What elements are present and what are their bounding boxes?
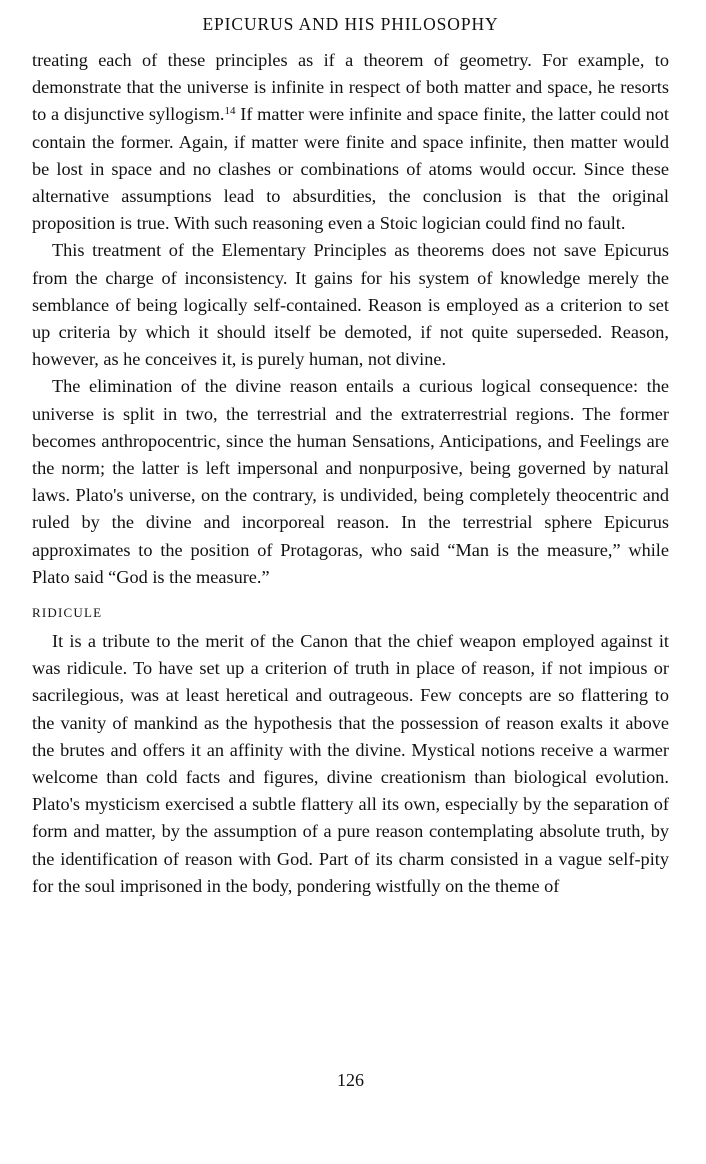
footnote-reference: 14: [224, 105, 236, 118]
book-page: [32, 0, 669, 1164]
paragraph-4: It is a tribute to the merit of the Canon that the chief weapon employed against it was ridicule. To have set up a criterion of truth in place of reason, if not impious or sacrilegious, was at least heretical and outrageous. Few concepts are so flattering to the vanity of mankind as the hypothesis that the possession of reason exalts it above the brutes and offers it an affinity with the divine. Mystical notions receive a warmer welcome than cold facts and figures, divine creationism than biological evolution. Plato's mysticism exercised a subtle flattery all its own, especially by the separation of form and matter, by the assumption of a pure reason contemplating absolute truth, by the identification of reason with God. Part of its charm consisted in a vague self-pity for the soul imprisoned in the body, pondering wistfully on the theme of: [32, 631, 669, 896]
running-head: EPICURUS AND HIS PHILOSOPHY: [202, 14, 499, 34]
paragraph-3: The elimination of the divine reason entails a curious logical consequence: the universe is split in two, the terrestrial and the extraterrestrial regions. The former becomes anthropocentric, since the human Sensations, Anticipations, and Feelings are the norm; the latter is left impersonal and nonpurposive, being governed by natural laws. Plato's universe, on the contrary, is undivided, being completely theocentric and ruled by the divine and incorporeal reason. In the terrestrial sphere Epicurus approximates to the position of Protagoras, who said “Man is the measure,” while Plato said “God is the measure.”: [32, 376, 669, 587]
paragraph-1-text-a: treating each of these principles as if a theorem of geometry. For example, to demonstrate that the universe is infinite in respect of both matter and space, he resorts to a disjunctive syllogism.: [32, 50, 669, 125]
section-heading: RIDICULE: [32, 605, 103, 621]
page-number: 126: [337, 1070, 364, 1090]
paragraph-2: This treatment of the Elementary Principles as theorems does not save Epicurus from the charge of inconsistency. It gains for his system of knowledge merely the semblance of being logically self-contained. Reason is employed as a criterion to set up criteria by which it should itself be demoted, if not quite superseded. Reason, however, as he conceives it, is purely human, not divine.: [32, 240, 669, 370]
body-text: [32, 47, 669, 900]
paragraph-1-text-b: If matter were infinite and space finite, the latter could not contain the former. Again, if matter were finite and space infinite, then matter would be lost in space and no clashes or combinations of atoms would occur. Since these alternative assumptions lead to absurdities, the conclusion is that the original proposition is true. With such reasoning even a Stoic logician could find no fault.: [32, 104, 669, 234]
paragraph-1: [32, 47, 669, 237]
